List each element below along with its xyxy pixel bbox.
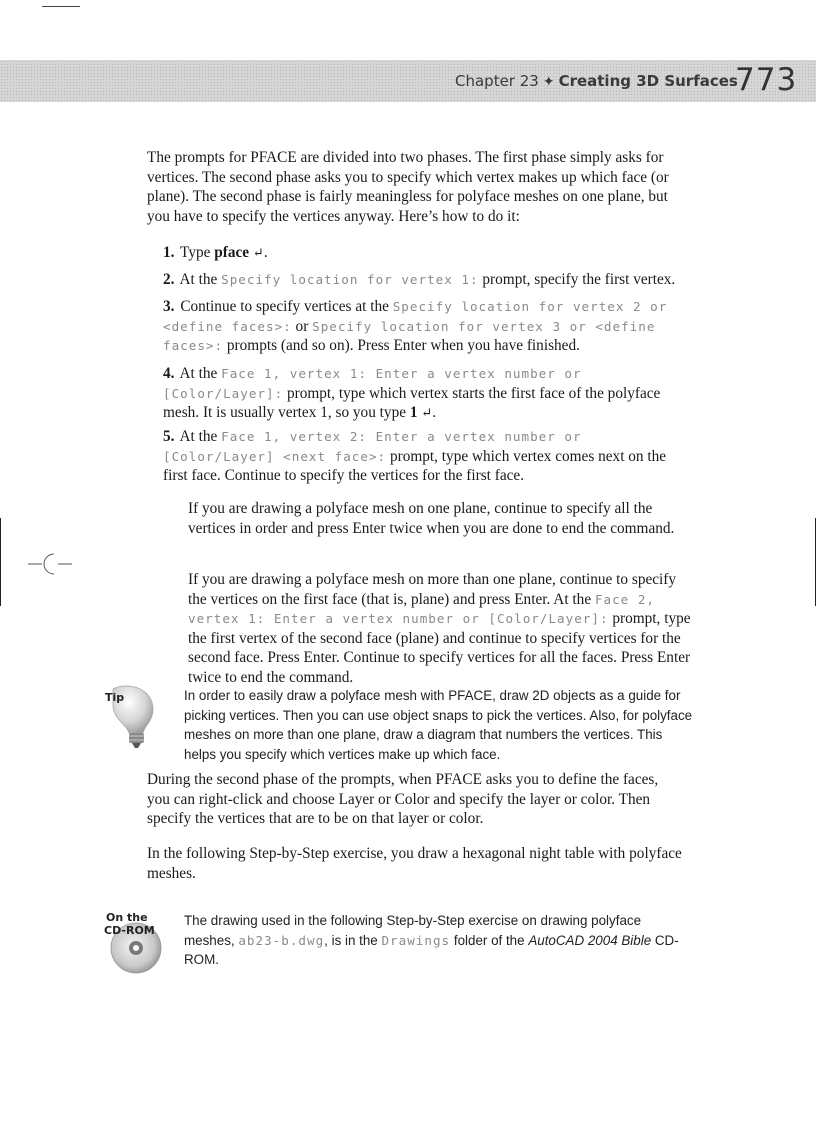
star-separator-icon: ✦ xyxy=(542,74,555,90)
command-prompt: Specify location for vertex 1: xyxy=(221,272,479,287)
step-4: 4. At the Face 1, vertex 1: Enter a vertex number or [Color/Layer]: prompt, type which vertex starts the first face of the polyface mesh. It is usually vertex 1, so you type 1 ↵. xyxy=(163,365,661,421)
layers-paragraph: During the second phase of the prompts, when PFACE asks you to define the faces, you can right-click and choose Layer or Color and specify the layer or color. Then specify the vertices that are to be on that layer or color. xyxy=(147,771,659,827)
cd-rom-icon xyxy=(102,908,164,979)
enter-key-icon: ↵ xyxy=(252,245,264,260)
page-number: 773 xyxy=(735,62,798,98)
crop-line-left xyxy=(0,518,1,606)
command-prompt: Specify location for vertex 3 or <define faces>: xyxy=(163,318,656,353)
tip-lightbulb-icon xyxy=(103,683,165,754)
step-number: 2. xyxy=(163,271,175,288)
step-5-paragraph-one-plane: If you are drawing a polyface mesh on one plane, continue to specify all the vertices in order and press Enter twice when you are done to end the command. xyxy=(188,500,675,537)
command-prompt: Face 1, vertex 2: Enter a vertex number or [Color/Layer] <next face>: xyxy=(163,429,582,464)
book-title: AutoCAD 2004 Bible xyxy=(528,932,652,948)
chapter-title: Creating 3D Surfaces xyxy=(558,72,738,90)
step-1: 1. Type pface ↵. xyxy=(163,244,268,261)
cd-label-line-1: On the xyxy=(106,911,148,924)
step-number: 5. xyxy=(163,428,175,445)
command-pface: pface xyxy=(214,244,250,261)
registration-mark-icon xyxy=(28,548,72,585)
running-header xyxy=(455,72,738,90)
command-prompt: Face 1, vertex 1: Enter a vertex number or [Color/Layer]: xyxy=(163,366,582,401)
exercise-intro-paragraph: In the following Step-by-Step exercise, you draw a hexagonal night table with polyface meshes. xyxy=(147,845,682,882)
folder-name: Drawings xyxy=(381,932,451,948)
step-number: 1. xyxy=(163,244,175,261)
top-crop-rule xyxy=(42,6,80,7)
enter-key-icon: ↵ xyxy=(421,405,433,420)
step-number: 3. xyxy=(163,298,175,315)
command-prompt: Face 2, vertex 1: Enter a vertex number or [Color/Layer]: xyxy=(188,591,656,626)
step-5: 5. At the Face 1, vertex 2: Enter a vertex number or [Color/Layer] <next face>: prompt, type which vertex comes next on the first face. Continue to specify the vertices for the first face. xyxy=(163,428,667,484)
command-prompt: Specify location for vertex 2 or <define faces>: xyxy=(163,299,668,334)
step-3: 3. Continue to specify vertices at the Specify location for vertex 2 or <define faces>: or Specify location for vertex 3 or <define faces>: prompts (and so on). Press Enter when you have finished. xyxy=(163,298,668,354)
drawing-filename: ab23-b.dwg xyxy=(238,932,325,948)
step-number: 4. xyxy=(163,365,175,382)
cd-rom-text: The drawing used in the following Step-by-Step exercise on drawing polyface meshes, ab23-b.dwg, is in the Drawings folder of the AutoCAD 2004 Bible CD-ROM. xyxy=(184,913,679,967)
vertex-value: 1 xyxy=(409,404,418,421)
step-2: 2. At the Specify location for vertex 1: prompt, specify the first vertex. xyxy=(163,271,676,288)
cd-label-line-2: CD-ROM xyxy=(104,924,155,937)
tip-text: In order to easily draw a polyface mesh with PFACE, draw 2D objects as a guide for picking vertices. Then you can use object snaps to pick the vertices. Also, for polyface meshes on more than one plane, draw a diagram that numbers the vertices. This helps you specify which vertices make up which face. xyxy=(184,688,693,762)
chapter-label: Chapter 23 xyxy=(455,72,539,90)
step-5-paragraph-multi-plane: If you are drawing a polyface mesh on more than one plane, continue to specify the vertices on the first face (that is, plane) and press Enter. At the Face 2, vertex 1: Enter a vertex number or [Color/Layer]: prompt, type the first vertex of the second face (plane) and continue to specify vertices for the second face. Press Enter. Continue to specify vertices for all the faces. Press Enter twice to end the command. xyxy=(188,571,691,686)
tip-label: Tip xyxy=(105,691,125,704)
intro-paragraph: The prompts for PFACE are divided into two phases. The first phase simply asks for vertices. The second phase asks you to specify which vertex makes up which face (or plane). The second phase is fairly meaningless for polyface meshes on one plane, but you have to specify the vertices anyway. Here’s how to do it: xyxy=(147,149,669,225)
